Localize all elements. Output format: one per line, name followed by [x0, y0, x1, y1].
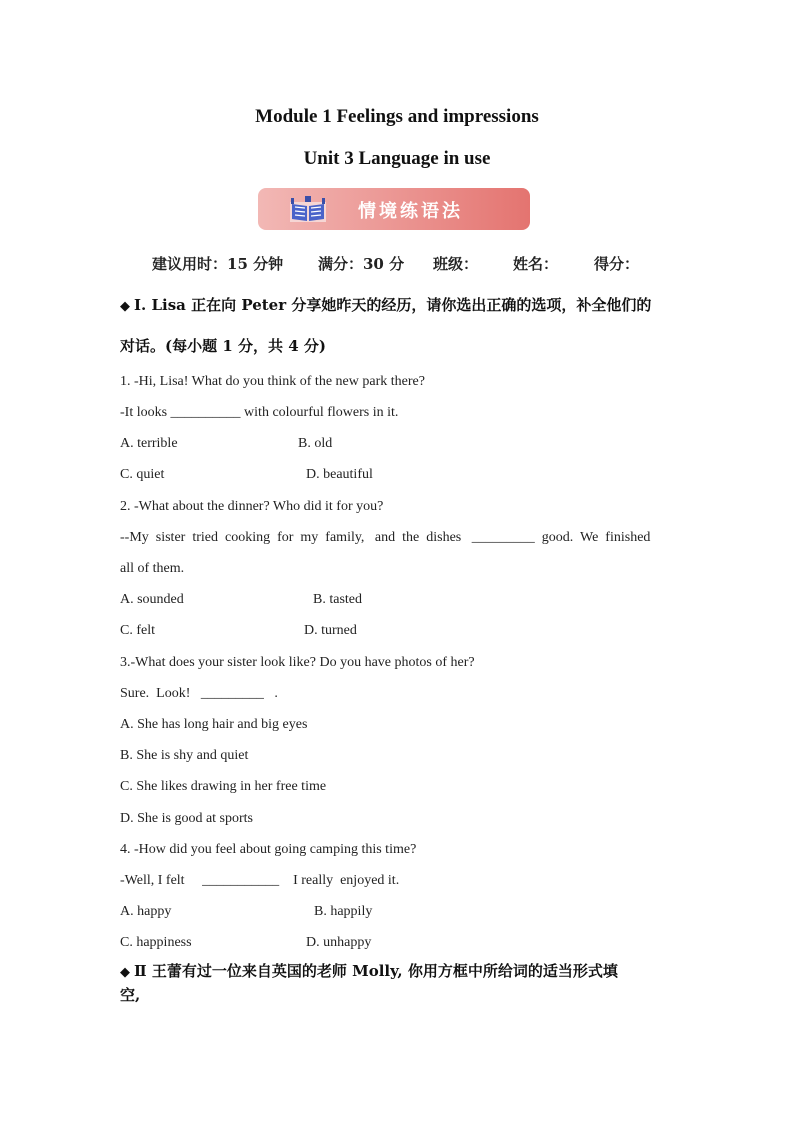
q4-option-a: A. happy: [120, 904, 172, 919]
q3-answer: Sure. Look! _________ .: [120, 686, 278, 701]
q4-option-b: B. happily: [314, 904, 373, 919]
q1-answer: -It looks __________ with colourful flowers in it.: [120, 405, 399, 420]
section2-heading: ◆ Ⅱ 王蕾有过一位来自英国的老师 Molly, 你用方框中所给词的适当形式填: [120, 962, 618, 980]
q3-option-c: C. She likes drawing in her free time: [120, 779, 327, 794]
q3-option-b: B. She is shy and quiet: [120, 748, 249, 763]
q4-option-c: C. happiness: [120, 935, 192, 950]
score-field: 得分：: [594, 255, 640, 273]
book-icon: [288, 194, 328, 224]
q1-prompt: 1. -Hi, Lisa! What do you think of the new park there?: [120, 374, 425, 389]
q1-option-a: A. terrible: [120, 436, 178, 451]
section2-heading-cont: 空,: [120, 986, 141, 1004]
unit-title: Unit 3 Language in use: [303, 148, 491, 169]
q2-option-a: A. sounded: [120, 592, 184, 607]
q1-option-d: D. beautiful: [306, 467, 373, 482]
q1-option-b: B. old: [298, 436, 333, 451]
module-title: Module 1 Feelings and impressions: [255, 106, 539, 127]
section1-heading-cont: 对话。(每小题 1 分，共 4 分): [120, 337, 326, 355]
q4-option-d: D. unhappy: [306, 935, 372, 950]
q3-prompt: 3.-What does your sister look like? Do you have photos of her?: [120, 655, 475, 670]
q3-option-a: A. She has long hair and big eyes: [120, 717, 308, 732]
q4-prompt: 4. -How did you feel about going camping this time?: [120, 842, 417, 857]
q2-prompt: 2. -What about the dinner? Who did it for you?: [120, 499, 384, 514]
q2-option-c: C. felt: [120, 623, 155, 638]
q2-option-d: D. turned: [304, 623, 357, 638]
banner-label: 情境练语法: [358, 201, 463, 222]
q4-answer: -Well, I felt ___________ I really enjoyed it.: [120, 873, 400, 888]
q2-option-b: B. tasted: [313, 592, 362, 607]
section-banner: [258, 188, 530, 230]
name-field: 姓名：: [513, 255, 559, 273]
class-field: 班级：: [433, 255, 479, 273]
q1-option-c: C. quiet: [120, 467, 165, 482]
section1-heading: ◆ I. Lisa 正在向 Peter 分享她昨天的经历，请你选出正确的选项，补全他们的: [120, 296, 652, 314]
full-score: 满分：30 分: [318, 255, 405, 273]
suggested-time: 建议用时：15 分钟: [152, 255, 284, 273]
diamond-icon: ◆: [120, 965, 130, 980]
q2-answer: --My sister tried cooking for my family, and the dishes _________ good. We finished: [120, 530, 651, 545]
q2-answer-cont: all of them.: [120, 561, 185, 576]
q3-option-d: D. She is good at sports: [120, 811, 253, 826]
diamond-icon: ◆: [120, 299, 130, 314]
